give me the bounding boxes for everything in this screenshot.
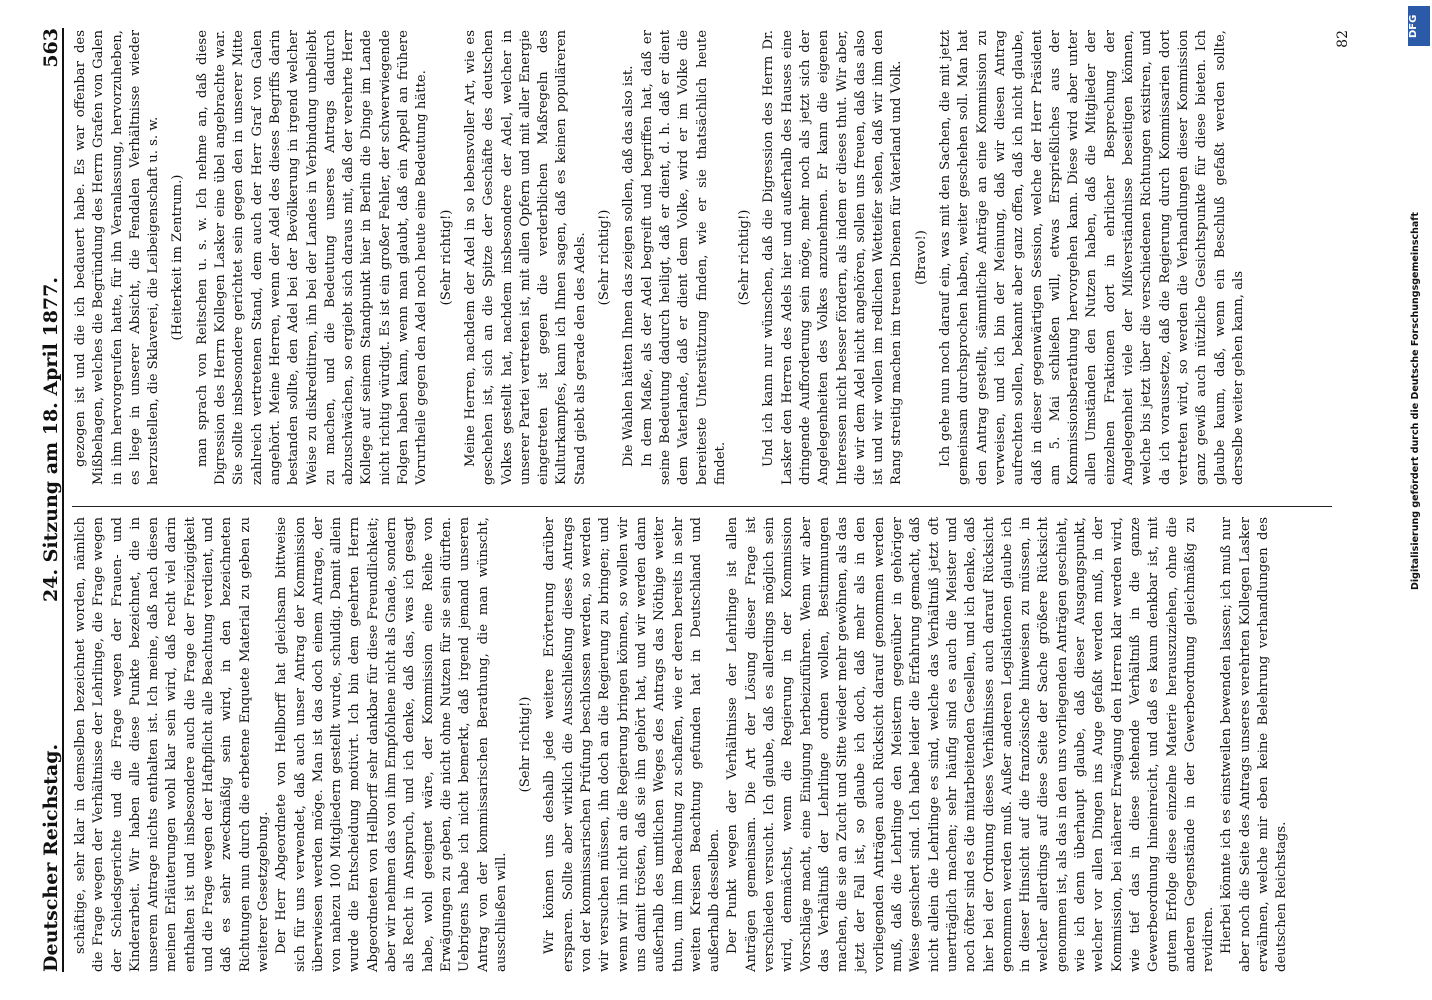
- interjection: (Sehr richtig!): [518, 696, 534, 793]
- header-session: 24. Sitzung am 18. April 1877.: [40, 277, 62, 602]
- paragraph: gezogen ist und die ich bedauert habe. Es war offenbar des Mißbehagen, welches die Begründung des Herrn Grafen von Galen in ihm hervorgerufen hatte, für ihn Veranlassung, hervorzuheben, es liege in unserer Absicht, die Fendalen Verhältnisse wieder herzustellen, die Sklaverei, die Leibeigenschaft u. s. w.: [73, 30, 162, 485]
- paragraph: Meine Herren, nachdem der Adel in so lebensvoller Art, wie es geschehen ist, sich an die Spitze der Geschäfte des deutschen Volkes gestellt hat, nachdem insbesondere der Adel, welcher in unserer Partei vertreten ist, mit allen Opfern und mit aller Energie eingetreten ist gegen die verderblichen Maßregeln des Kulturkampfes, kann ich Ihnen sagen, daß es keinen populäreren Stand giebt als gerade den des Adels.: [462, 30, 588, 485]
- column-divider: [72, 506, 1332, 507]
- paragraph: In dem Maße, als der Adel begreift und begriffen hat, daß er seine Bedeutung dadurch heiligt, daß er dient, d. h. daß er dient dem Vaterlande, daß er dient dem Volke, wird er im Volke die bereiteste Unterstützung finden, wie er sie thatsächlich heute findet.: [639, 30, 728, 485]
- paragraph: Wir können uns deshalb jede weitere Erörterung darüber ersparen. Sollte aber wirklich die Ausschließung dieses Antrags von der kommissarischen Prüfung beschlossen werden, so werden wir versuchen müssen, ihn doch an die Regierung zu bringen; und wenn wir ihn nicht an die Regierung bringen können, so wollen wir uns damit trösten, daß sie ihn gehört hat, und wir werden dann außerhalb des umtlichen Weges des Antrags das Nöthige weiter thun, um ihm Beachtung zu schaffen, wie er deren bereits in sehr weiten Kreisen Beachtung gefunden hat in Deutschland und außerhalb desselben.: [542, 517, 723, 972]
- digitization-credit: Digitalisierung gefördert durch die Deutsche Forschungsgemeinschaft: [1410, 212, 1421, 590]
- paragraph: Der Herr Abgeordnete von Hellborff hat gleichsam bittweise sich für uns verwendet, daß auch unser Antrag der Kommission überwiesen werden möge. Man ist das doch einem Antrage, der von nahezu 100 Mitgliedern gestellt wurde, schuldig. Damit allein wurde die Entscheidung motivirt. Ich bin dem geehrten Herrn Abgeordneten von Hellborff sehr dankbar für diese Freundlichkeit; aber wir nehmen das von ihm Empfohlene nicht als Gnade, sondern als Recht in Anspruch, und ich denke, daß das, was ich gesagt habe, wohl geeignet wäre, der Kommission eine Reihe von Erwägungen zu geben, die nicht ohne Nutzen für sie sein dürften. Uebrigens habe ich nicht bemerkt, daß irgend jemand unseren Antrag von der kommissarischen Berathung, die man wünscht, ausschließen will.: [274, 517, 509, 972]
- paragraph: Die Wahlen hätten Ihnen das zeigen sollen, daß das also ist.: [621, 65, 637, 467]
- paragraph: Der Punkt wegen der Verhältnisse der Lehrlinge ist allen Anträgen gemeinsam. Die Art der Lösung dieser Frage ist verschieden versucht. Ich glaube, daß es allerdings möglich sein wird, demnächst, wenn die Regierung in der Kommission Vorschläge macht, eine Einigung herbeizuführen. Wenn wir aber das Verhältniß der Lehrlinge ordnen wollen, Bestimmungen machen, die sie an Zucht und Sitte wieder mehr gewöhnen, als das jetzt der Fall ist, so glaube ich doch, daß mehr als in den vorliegenden Anträgen auch Rücksicht darauf genommen werden muß, daß die Lehrlinge den Meistern gegenüber in gehöriger Weise gesichert sind. Ich habe leider die Erfahrung gemacht, daß nicht allein die Lehrlinge es sind, welche das Verhältniß jetzt oft unerträglich machen; sehr häufig sind es auch die Meister und noch öfter sind es die mitarbeitenden Gesellen, und ich denke, daß hier bei der Ordnung dieses Verhältnisses auch darauf Rücksicht genommen werden muß. Außer anderen Legislationen glaube ich in dieser Hinsicht auf die französische hinweisen zu müssen, in welcher allerdings auf diese Seite der Sache größere Rücksicht genommen ist, als das in den uns vorliegenden Anträgen geschieht, wie ich denn überhaupt glaube, daß dieser Ausgangspunkt, welcher vor allen Dingen ins Auge gefaßt werden muß, in der Kommission, bei näherer Erwägung den Herren klar werden wird, wie tief das in diese stehende Verhältniß in die ganze Gewerbeordnung hineinreicht, und daß es kaum denkbar ist, mit gutem Erfolge diese einzelne Materie herauszuziehen, ohne die anderen Gegenstände in der Gewerbeordnung gleichmäßig zu revidiren.: [725, 517, 1217, 972]
- right-column: [72, 30, 1248, 485]
- left-column: [72, 517, 1292, 972]
- dfg-logo: DFG: [1408, 6, 1430, 46]
- page-number: 82: [1335, 30, 1351, 48]
- paragraph: man sprach von Reitschen u. s. w. Ich nehme an, daß diese Digression des Herrn Kollegen Lasker eine übel angebrachte war. Sie sollte insbesondere gerichtet sein gegen den in unserer Mitte zahlreich vertretenen Stand, dem auch der Herr Graf von Galen angehört. Meine Herren, wenn der Adel des dieses Begriffs darin bestanden sollte, den Adel bei der Bevölkerung in irgend welcher Weise zu diskreditiren, ihn bei der Landes in Verbindung unbeliebt zu machen, und die Bedeutung unseres Antrags dadurch abzuschwächen, so ergiebt sich daraus mit, daß der verehrte Herr Kollege auf seinem Standpunkt hier in Berlin die Dinge im Lande nicht richtig würdigt. Es ist ein großer Fehler, der schwerwiegende Folgen haben kann, wenn man glaubt, daß ein Appell an frühere Vorurtheile gegen den Adel noch heute eine Bedeutung hätte.: [194, 30, 430, 485]
- paragraph: Ich gehe nun noch darauf ein, was mit den Sachen, die mit jetzt gemeinsam durchsprochen haben, weiter geschehen soll. Man hat den Antrag gestellt, sämmtliche Anträge an eine Kommission zu verweisen, und ich bin der Meinung, daß wir diesen Antrag aufrechten sollen, bekannt aber ganz offen, daß ich nicht glaube, daß in dieser gegenwärtigen Session, welche der Herr Präsident am 5. Mai schließen will, etwas Ersprießliches aus der Kommissionsberathung hervorgehen kann. Diese wird aber unter allen Umständen den Nutzen haben, daß die Mitglieder der einzelnen Fraktionen dort in ehrlicher Besprechung der Angelegenheit viele der Mißverständnisse beseitigen können, welche bis jetzt über die verschiedenen Richtungen existiren, und da ich voraussetze, daß die Regierung durch Kommissarien dort vertreten wird, so werden die Verhandlungen dieser Kommission ganz gewiß auch nützliche Gesichtspunkte für diese bieten. Ich glaube kaum, daß, wenn ein Beschluß gefaßt werden sollte, derselbe weiter gehen kann, als: [938, 30, 1246, 485]
- interjection: (Bravo!): [913, 230, 929, 285]
- digitization-sidebar: [1408, 6, 1430, 596]
- header-title: Deutscher Reichstag.: [40, 743, 62, 972]
- running-header: [40, 28, 64, 972]
- interjection: (Sehr richtig!): [438, 209, 454, 306]
- interjection: (Sehr richtig!): [597, 209, 613, 306]
- paragraph: Und ich kann nur wünschen, daß die Digression des Herrn Dr. Lasker den Herren des Adels hier und außerhalb des Hauses eine dringende Aufforderung sein möge, mehr noch als jetzt sich der Angelegenheiten des Volkes anzunehmen. Er kann die eigenen Interessen nicht besser fördern, als indem er dieses thut. Wir aber, die wir dem Adel nicht angehören, sollen uns freuen, daß das also ist und wir wollen im redlichen Wetteifer sehen, daß wir ihm den Rang streitig machen im treuen Dienen für Vaterland und Volk.: [761, 30, 905, 485]
- interjection: (Sehr richtig!): [737, 209, 753, 306]
- header-page-number: 563: [40, 28, 62, 68]
- paragraph: schäftige, sehr klar in demselben bezeichnet worden, nämlich die Frage wegen der Verhältnisse der Lehrlinge, die Frage wegen der Schiedsgerichte und die Frage wegen der Frauen- und Kinderarbeit. Wir haben alle diese Punkte bezeichnet, die in unserem Antrage nichts enthalten ist. Ich meine, daß nach diesen meinen Erläuterungen wohl klar sein wird, daß recht viel darin enthalten ist und insbesondere auch die Frage der Freizügigkeit und die Frage wegen der Haftpflicht alle Beachtung verdient, und daß es sehr zweckmäßig sein wird, in den bezeichneten Richtungen nun durch die erbetene Enquete Material zu geben zu weiterer Gesetzgebung.: [73, 517, 271, 972]
- paragraph: Hierbei könnte ich es einstweilen bewenden lassen; ich muß nur aber noch die Seite des Antrags unseres verehrten Kollegen Lasker erwähnen, welche mir eben keine Belehrung verhandlungen des deutschen Reichstags.: [1219, 517, 1290, 972]
- interjection: (Heiterkeit im Zentrum.): [170, 174, 186, 341]
